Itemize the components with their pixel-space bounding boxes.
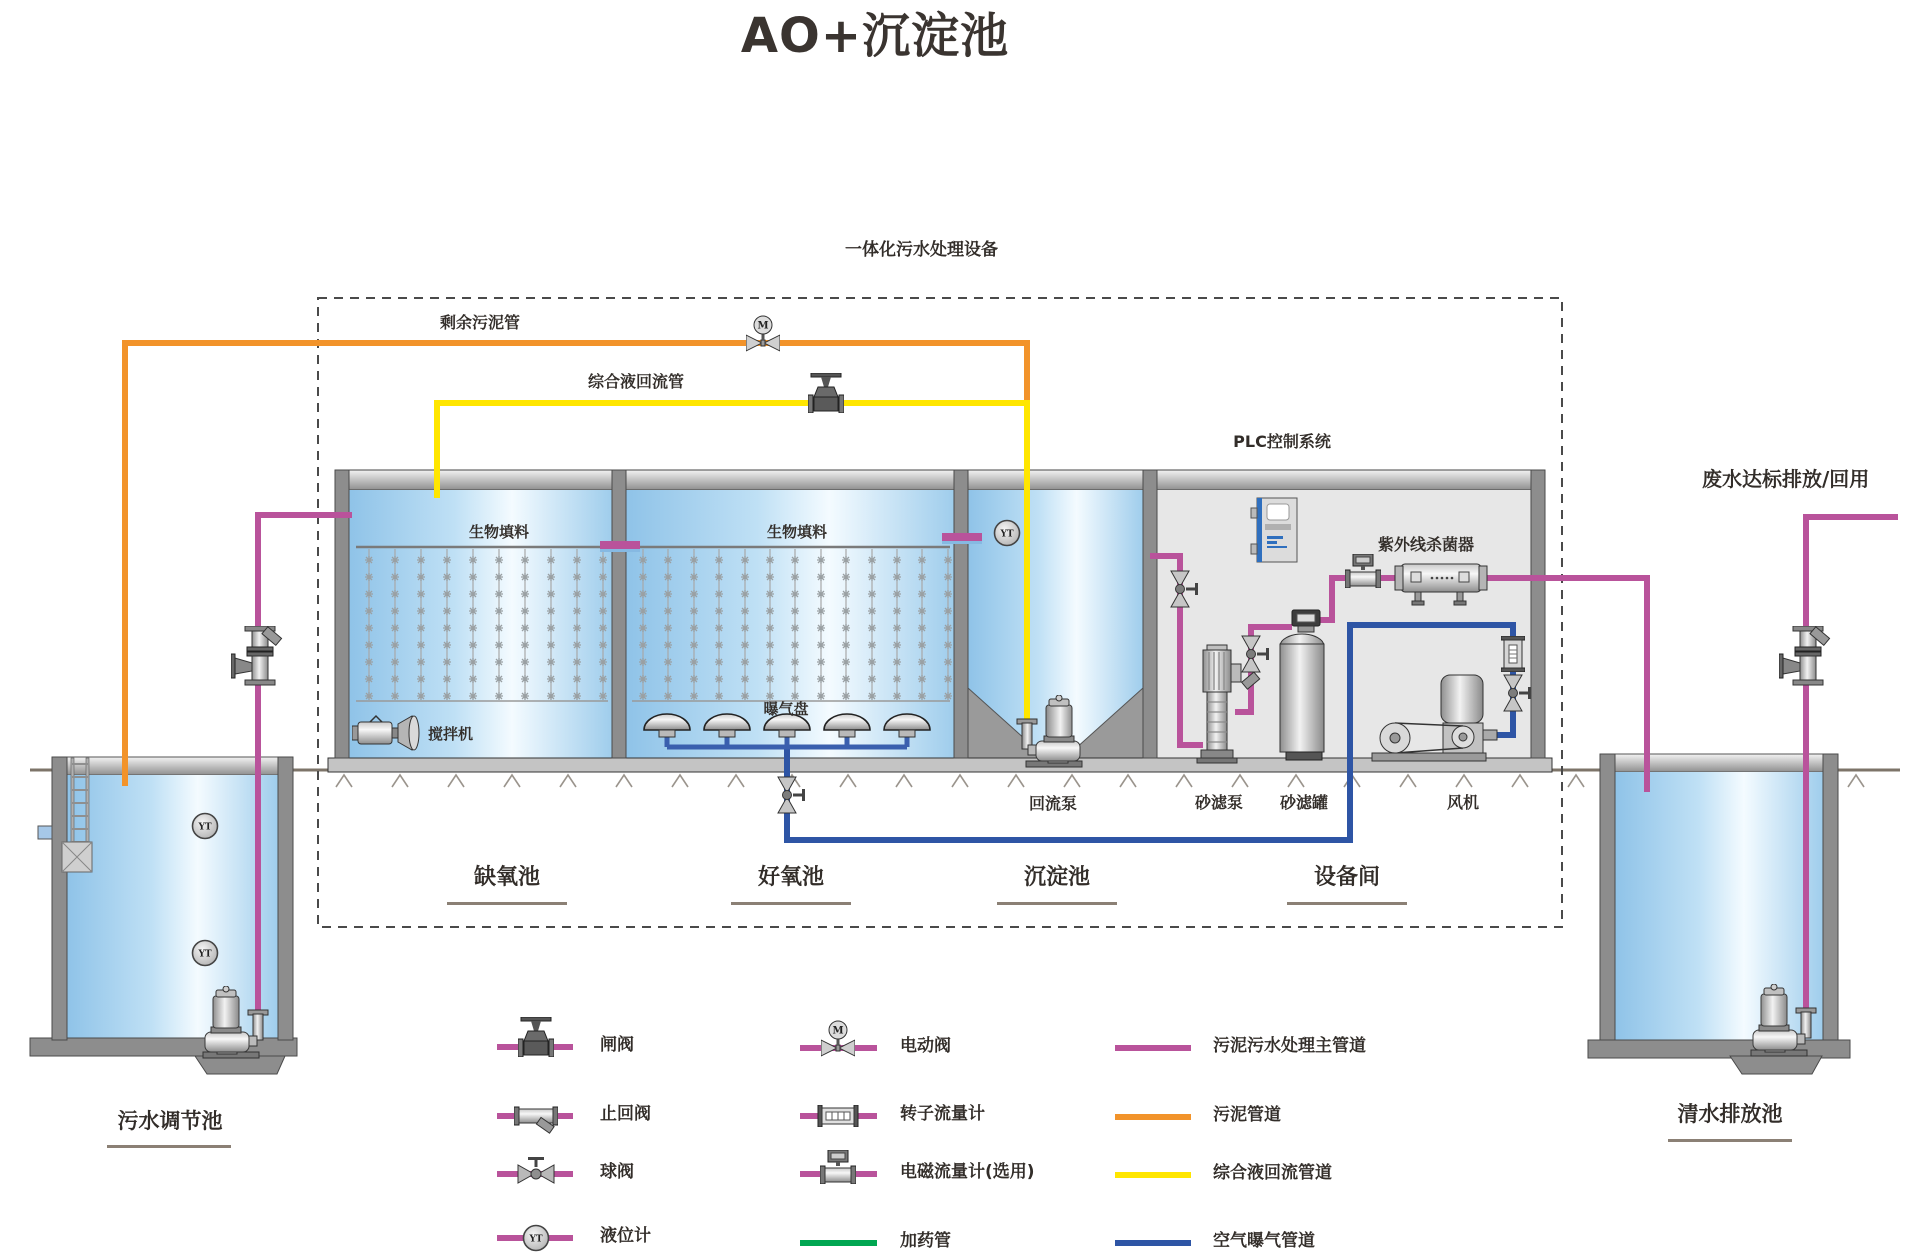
legend-rotor-flowmeter-icon [818,1105,858,1127]
check-gate-valve-assembly-left [231,626,282,685]
legend-level-gauge-icon [524,1226,549,1251]
diagram-title: AO+沉淀池 [740,8,1010,64]
regulating-tank-wall-right [278,757,293,1040]
wall-stub-aerobic-sedimentation-blue [942,541,982,544]
unit-top-rim [335,470,1545,490]
sand-filter-label: 砂滤罐 [1279,793,1329,812]
biofill-anoxic-label: 生物填料 [468,523,530,541]
aerobic-tank-label: 好氧池 [757,865,825,890]
anoxic-tank-label: 缺氧池 [473,865,541,890]
level-gauge-regulating-low [193,941,218,966]
legend-air-pipe-swatch [1115,1240,1191,1246]
unit-label: 一体化污水处理设备 [845,240,998,260]
legend-main-pipe-label: 污泥污水处理主管道 [1213,1036,1366,1056]
mixed-liquor-return-pipe-label: 综合液回流管 [588,372,685,391]
excess-sludge-pipe-label: 剩余污泥管 [440,313,521,332]
unit-wall-aerobic-sedimentation [954,470,968,758]
regulating-tank-wall-left [52,757,67,1040]
sand-pump-label: 砂滤泵 [1194,793,1244,812]
check-gate-valve-assembly-right [1779,626,1830,685]
plc-label: PLC控制系统 [1233,432,1331,451]
regulating-tank-water [67,775,278,1040]
clear-water-tank-label: 清水排放池 [1677,1102,1783,1126]
legend-gate-valve-icon [518,1017,554,1057]
regulating-tank-sump [195,1056,285,1074]
legend-ball-valve-label: 球阀 [600,1162,634,1182]
outlet-label: 废水达标排放/回用 [1702,467,1870,491]
wall-stub-anoxic-aerobic [600,541,640,549]
anoxic-label-underline [447,902,567,905]
clear-water-tank-wall-right [1823,754,1838,1040]
level-gauge-sedimentation [995,521,1020,546]
legend-electric-valve-icon [821,1021,855,1056]
legend-check-valve-label: 止回阀 [600,1104,651,1124]
biofill-aerobic-label: 生物填料 [766,523,828,541]
legend-dosing-pipe-label: 加药管 [900,1231,951,1251]
legend-electric-valve-label: 电动阀 [900,1036,951,1056]
clear-water-tank-water [1615,772,1823,1040]
inlet-stub-pipe [38,826,52,839]
regulating-tank-label: 污水调节池 [117,1109,223,1133]
wall-stub-aerobic-sedimentation [942,533,982,541]
legend-main-pipe-swatch [1115,1045,1191,1051]
uv-label: 紫外线杀菌器 [1378,535,1475,554]
plc-cabinet [1251,498,1297,562]
sedimentation-tank-label: 沉淀池 [1023,865,1091,890]
return-pump-label: 回流泵 [1028,794,1078,813]
unit-floor-slab [328,758,1552,772]
clear-water-tank-base [1588,1040,1850,1058]
clear-water-label-underline [1668,1139,1792,1142]
equipment-room-label-underline [1287,902,1407,905]
rotor-flowmeter-air-pipe [1501,636,1525,672]
legend-rotor-flowmeter-label: 转子流量计 [900,1104,985,1124]
gate-valve-return-pipe [808,373,844,413]
legend-ball-valve-icon [518,1157,554,1183]
ball-valve-aeration-pipe [778,777,805,813]
aerobic-label-underline [731,902,851,905]
legend-gate-valve-label: 闸阀 [600,1035,634,1055]
regulating-label-underline [107,1145,231,1148]
mixer-label: 搅拌机 [428,725,474,743]
legend-air-pipe-label: 空气曝气管道 [1213,1231,1315,1251]
legend-em-flowmeter-icon [820,1150,856,1184]
legend-return-pipe-swatch [1115,1172,1191,1178]
electric-valve-sludge-pipe [746,316,780,351]
level-gauge-regulating-high [193,814,218,839]
sedimentation-label-underline [997,902,1117,905]
blower-label: 风机 [1446,793,1480,812]
legend-level-gauge-label: 液位计 [600,1226,651,1246]
legend-check-valve-icon [514,1107,558,1133]
legend-sludge-pipe-swatch [1115,1114,1191,1120]
legend-em-flowmeter-label: 电磁流量计(选用) [900,1162,1035,1182]
clear-water-tank-wall-left [1600,754,1615,1040]
equipment-room-label: 设备间 [1313,865,1381,890]
wall-stub-anoxic-aerobic-blue [600,549,640,552]
legend-sludge-pipe-label: 污泥管道 [1213,1105,1281,1125]
unit-wall-sedimentation-equipment [1143,470,1157,758]
regulating-tank-rim [67,757,278,775]
unit-wall-anoxic-aerobic [612,470,626,758]
integrated-unit [328,470,1552,772]
clear-water-tank-sump [1730,1056,1822,1074]
legend-return-pipe-label: 综合液回流管道 [1213,1163,1332,1183]
aeration-disc-label: 曝气盘 [763,700,809,718]
unit-wall-right [1531,470,1545,758]
